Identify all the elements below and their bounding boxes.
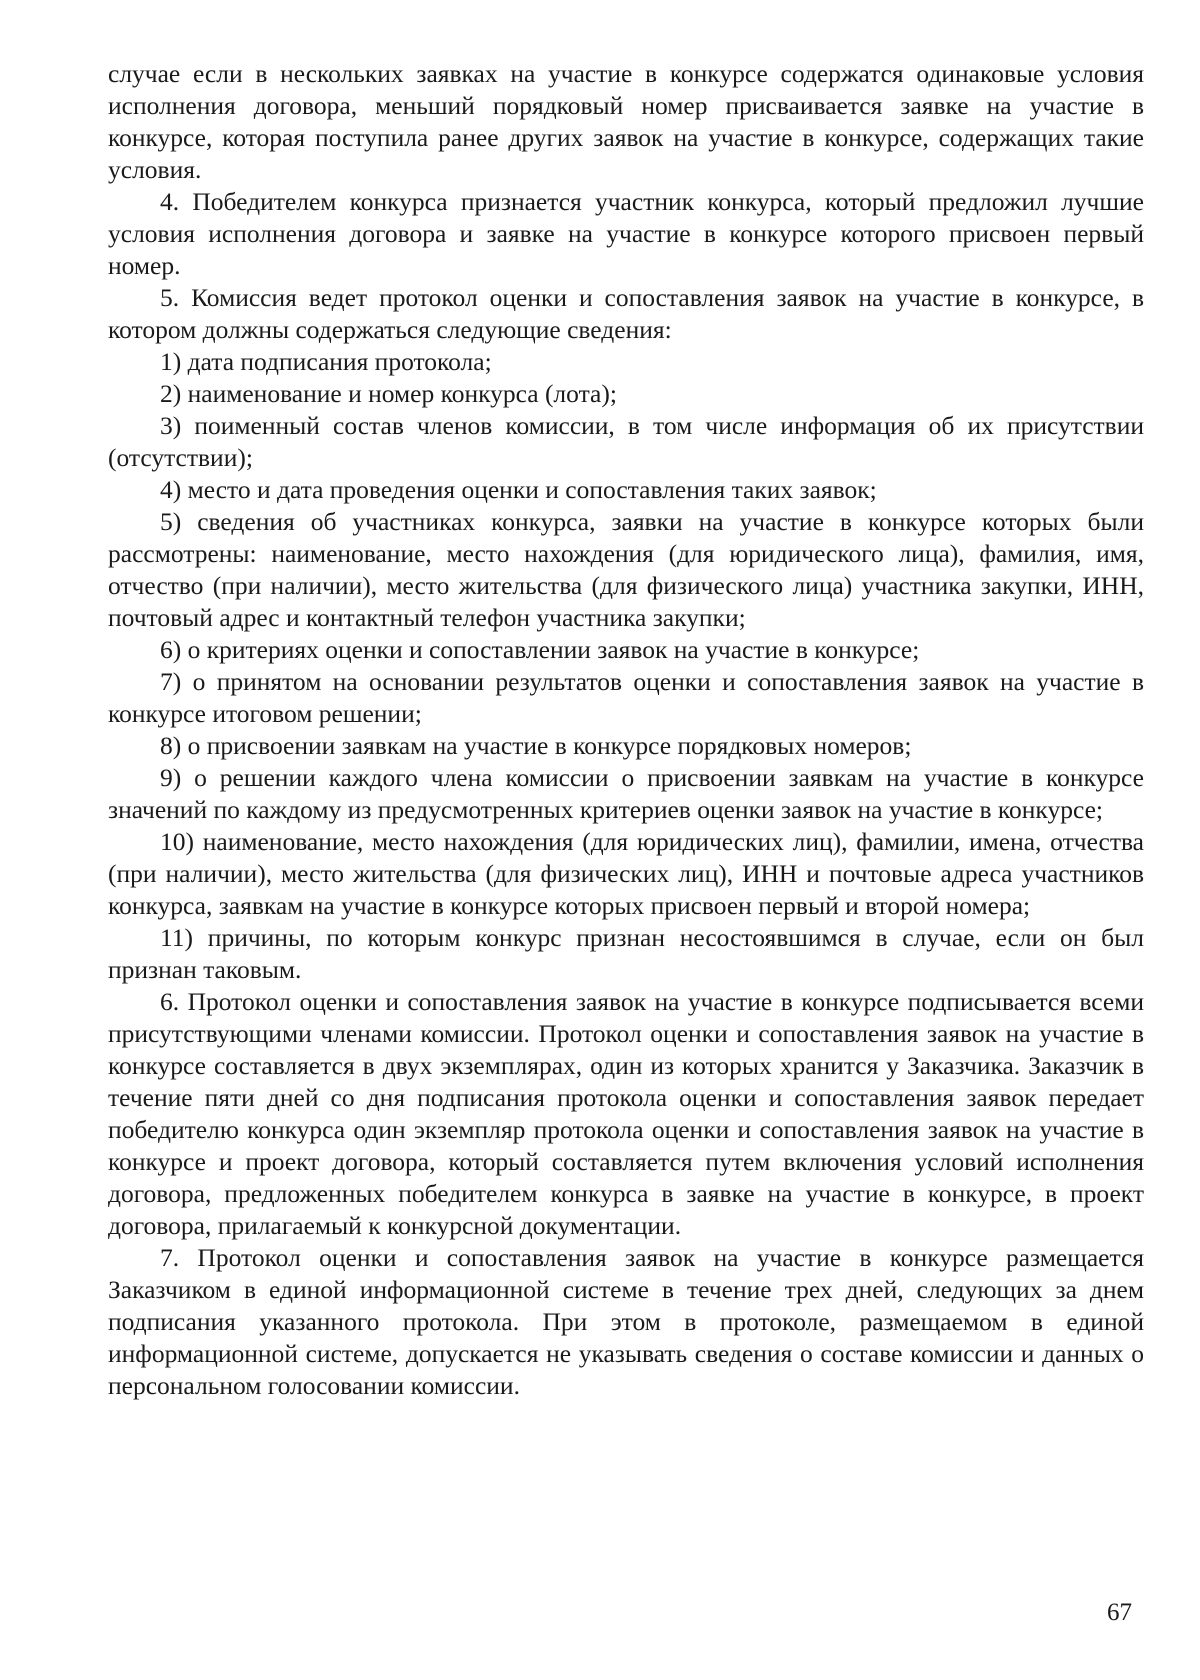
list-item-3: 3) поименный состав членов комиссии, в том числе информация об их присутствии (отсутствии); <box>108 411 1144 472</box>
list-item-7: 7) о принятом на основании результатов оценки и сопоставления заявок на участие в конкурсе итоговом решении; <box>108 667 1144 728</box>
paragraph-item-6: 6. Протокол оценки и сопоставления заявок на участие в конкурсе подписывается всеми присутствующими членами комиссии. Протокол оценки и сопоставления заявок на участие в конкурсе составляется в двух экземплярах, один из которых хранится у Заказчика. Заказчик в течение пяти дней со дня подписания протокола оценки и сопоставления заявок передает победителю конкурса один экземпляр протокола оценки и сопоставления заявок на участие в конкурсе и проект договора, который составляется путем включения условий исполнения договора, предложенных победителем конкурса в заявке на участие в конкурсе, в проект договора, прилагаемый к конкурсной документации. <box>108 987 1144 1240</box>
list-item-8: 8) о присвоении заявкам на участие в конкурсе порядковых номеров; <box>160 731 912 760</box>
list-item-10: 10) наименование, место нахождения (для юридических лиц), фамилии, имена, отчества (при наличии), место жительства (для физических лиц), ИНН и почтовые адреса участников конкурса, заявкам на участие в конкурсе которых присвоен первый и второй номера; <box>108 827 1144 920</box>
list-item-1: 1) дата подписания протокола; <box>160 347 492 376</box>
paragraph-item-7: 7. Протокол оценки и сопоставления заявок на участие в конкурсе размещается Заказчиком в единой информационной системе в течение трех дней, следующих за днем подписания указанного протокола. При этом в протоколе, размещаемом в единой информационной системе, допускается не указывать сведения о составе комиссии и данных о персональном голосовании комиссии. <box>108 1243 1144 1400</box>
list-item-9: 9) о решении каждого члена комиссии о присвоении заявкам на участие в конкурсе значений по каждому из предусмотренных критериев оценки заявок на участие в конкурсе; <box>108 763 1144 824</box>
document-body <box>108 58 1144 1402</box>
page-number: 67 <box>1107 1599 1132 1626</box>
list-item-5: 5) сведения об участниках конкурса, заявки на участие в конкурсе которых были рассмотрены: наименование, место нахождения (для юридического лица), фамилия, имя, отчество (при наличии), место жительства (для физического лица) участника закупки, ИНН, почтовый адрес и контактный телефон участника закупки; <box>108 507 1144 632</box>
list-item-2: 2) наименование и номер конкурса (лота); <box>160 379 617 408</box>
list-item-4: 4) место и дата проведения оценки и сопоставления таких заявок; <box>160 475 877 504</box>
list-item-6: 6) о критериях оценки и сопоставлении заявок на участие в конкурсе; <box>160 635 920 664</box>
paragraph-continuation: случае если в нескольких заявках на участие в конкурсе содержатся одинаковые условия исполнения договора, меньший порядковый номер присваивается заявке на участие в конкурсе, которая поступила ранее других заявок на участие в конкурсе, содержащих такие условия. <box>108 59 1144 184</box>
list-item-11: 11) причины, по которым конкурс признан несостоявшимся в случае, если он был признан таковым. <box>108 923 1144 984</box>
paragraph-item-5: 5. Комиссия ведет протокол оценки и сопоставления заявок на участие в конкурсе, в котором должны содержаться следующие сведения: <box>108 283 1144 344</box>
paragraph-item-4: 4. Победителем конкурса признается участник конкурса, который предложил лучшие условия исполнения договора и заявке на участие в конкурсе которого присвоен первый номер. <box>108 187 1144 280</box>
